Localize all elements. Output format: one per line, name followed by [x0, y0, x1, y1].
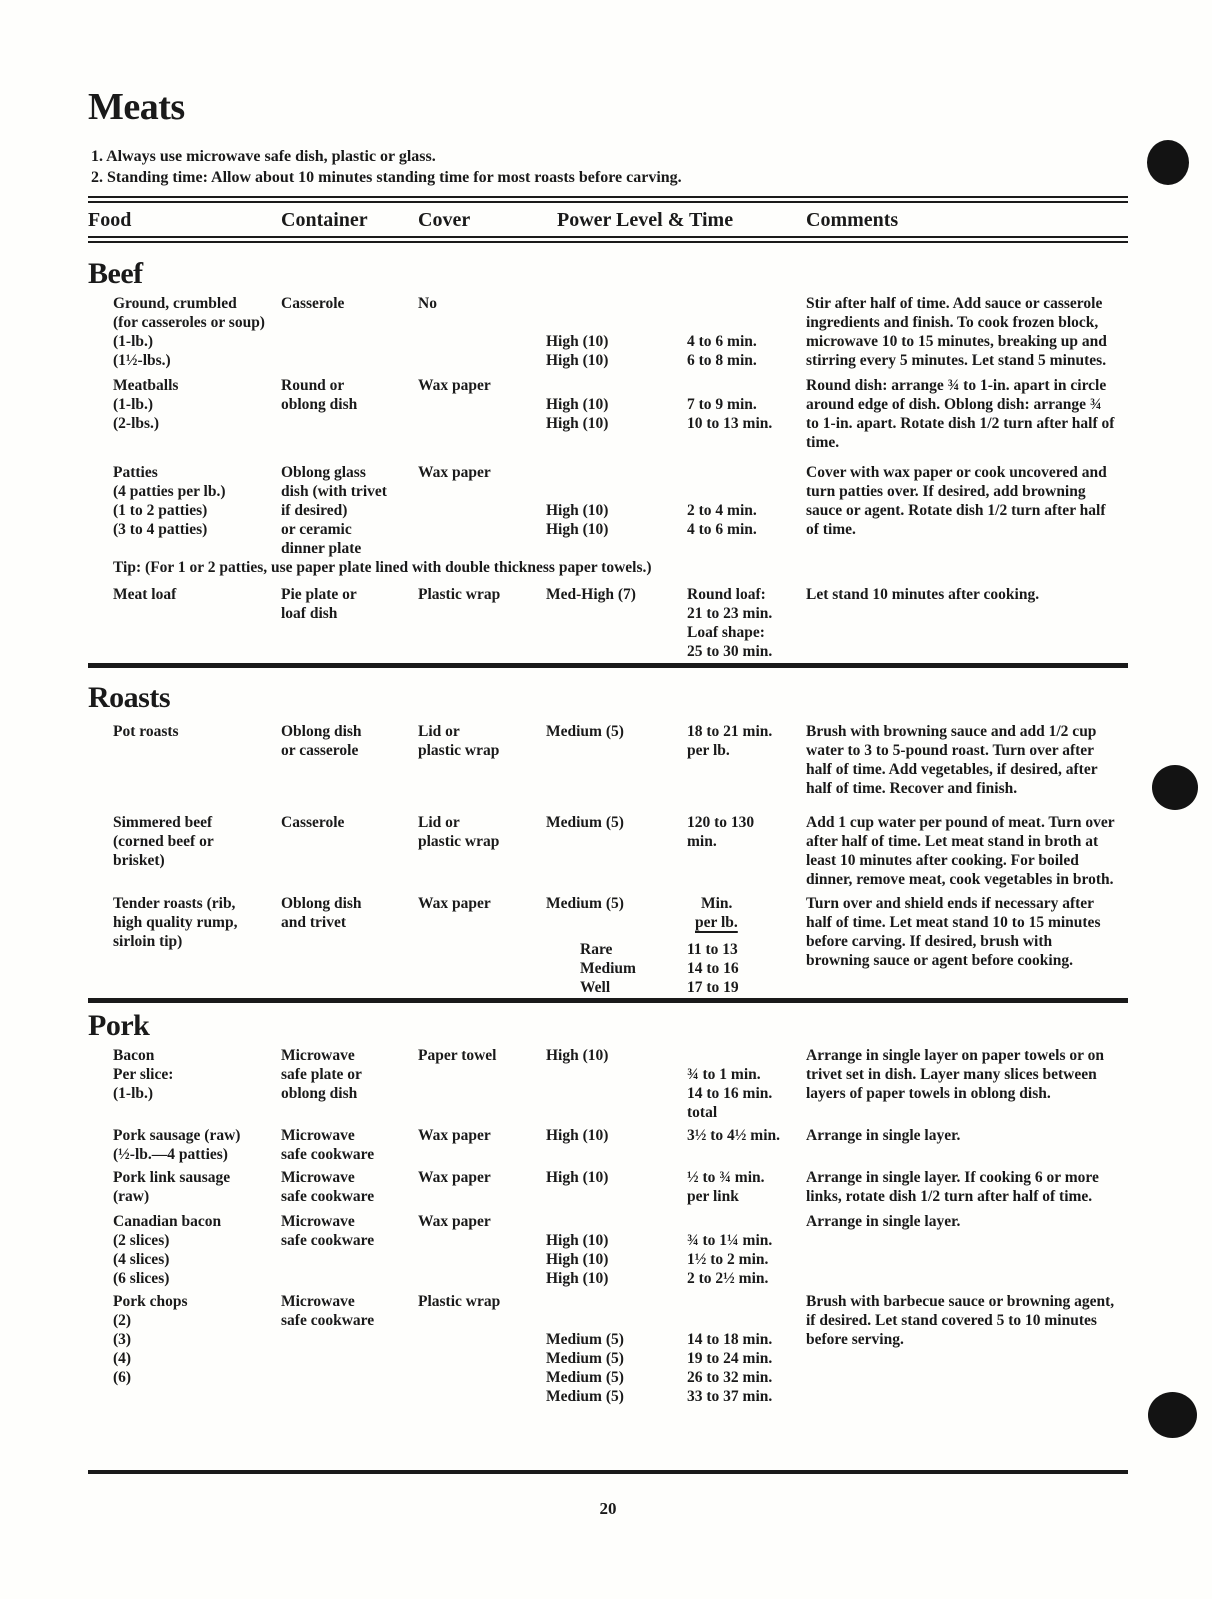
cell-line: 2 to 4 min.	[687, 502, 757, 519]
cell-line: high quality rump,	[113, 914, 238, 931]
cell-line: dish (with trivet	[281, 483, 387, 500]
column-header-cover: Cover	[418, 209, 471, 231]
cell-line: Wax paper	[418, 377, 491, 394]
cell-line: safe cookware	[281, 1312, 375, 1329]
table-row	[88, 894, 1128, 997]
food-cell	[88, 1046, 281, 1122]
cell-line: Round or	[281, 377, 345, 394]
table-row	[88, 1046, 1128, 1122]
cell-line	[546, 913, 687, 932]
cell-line: Medium (5)	[546, 1331, 624, 1348]
power-cell	[546, 1126, 687, 1164]
cell-line: High (10)	[546, 352, 609, 369]
cell-line: Min.	[701, 895, 733, 912]
cover-cell	[418, 1126, 546, 1164]
cover-cell	[418, 1212, 546, 1288]
power-cell	[546, 376, 687, 452]
comments-cell: Cover with wax paper or cook uncovered and turn patties over. If desired, add browning sauce or agent. Rotate dish 1/2 turn after half of time.	[806, 464, 1107, 538]
power-cell	[546, 1046, 687, 1122]
cell-line: Medium (5)	[546, 814, 624, 831]
cover-cell	[418, 1046, 546, 1122]
power-cell	[546, 894, 687, 997]
cell-line: (6)	[113, 1369, 132, 1386]
cell-line: per link	[687, 1188, 739, 1205]
cell-line: (2)	[113, 1312, 132, 1329]
cell-line	[546, 932, 687, 940]
cell-line: or casserole	[281, 742, 359, 759]
cell-line: Microwave	[281, 1213, 355, 1230]
cover-cell	[418, 585, 546, 661]
cell-line: Wax paper	[418, 1169, 491, 1186]
comments-cell: Add 1 cup water per pound of meat. Turn over after half of time. Let meat stand in broth at least 10 minutes after cooking. For boiled dinner, remove meat, cook vegetables in broth.	[806, 814, 1115, 888]
cell-line: safe cookware	[281, 1188, 375, 1205]
cell-line: brisket)	[113, 852, 165, 869]
section-rows-beef	[88, 294, 1128, 661]
cell-line: (1 to 2 patties)	[113, 502, 208, 519]
cell-line: Wax paper	[418, 895, 491, 912]
cell-line	[687, 932, 806, 940]
cell-line: Medium (5)	[546, 1350, 624, 1367]
comments-cell: Brush with barbecue sauce or browning agent, if desired. Let stand covered 5 to 10 minutes before serving.	[806, 1293, 1115, 1348]
cell-line: Casserole	[281, 814, 345, 831]
cell-line: Oblong dish	[281, 723, 362, 740]
cell-line: oblong dish	[281, 1085, 358, 1102]
cell-line: 19 to 24 min.	[687, 1350, 773, 1367]
power-cell	[546, 294, 687, 370]
page-bottom-rule	[88, 1470, 1128, 1474]
cell-line: 10 to 13 min.	[687, 415, 773, 432]
cell-line: oblong dish	[281, 396, 358, 413]
time-cell	[687, 463, 806, 558]
cell-line: Microwave	[281, 1293, 355, 1310]
power-cell	[546, 1292, 687, 1406]
cell-line: Pork link sausage	[113, 1169, 231, 1186]
cell-line: total	[687, 1104, 718, 1121]
time-cell	[687, 585, 806, 661]
cell-line: Medium (5)	[546, 1369, 624, 1386]
cell-line: Lid or	[418, 814, 460, 831]
cell-line	[546, 1292, 687, 1311]
comments-cell: Let stand 10 minutes after cooking.	[806, 586, 1040, 603]
comments-cell: Stir after half of time. Add sauce or casserole ingredients and finish. To cook frozen block, microwave 10 to 15 minutes, breaking up and stirring every 5 minutes. Let stand 5 minutes.	[806, 295, 1107, 369]
cell-line: 18 to 21 min.	[687, 723, 773, 740]
container-cell	[281, 1168, 418, 1206]
container-cell	[281, 722, 418, 798]
time-cell	[687, 1292, 806, 1406]
cell-line: Meatballs	[113, 377, 179, 394]
cell-line: (2-lbs.)	[113, 415, 160, 432]
food-cell	[88, 1212, 281, 1288]
cell-line: 14 to 16	[687, 960, 739, 977]
cell-line: Loaf shape:	[687, 624, 765, 641]
cell-line: 4 to 6 min.	[687, 333, 757, 350]
table-row	[88, 1168, 1128, 1206]
cell-line: Simmered beef	[113, 814, 213, 831]
cell-line: 14 to 16 min.	[687, 1085, 773, 1102]
cell-line: High (10)	[546, 1232, 609, 1249]
cell-line: min.	[687, 833, 717, 850]
section-divider-pork	[88, 998, 1128, 1003]
power-cell	[546, 813, 687, 889]
cell-line: or ceramic	[281, 521, 352, 538]
cell-line: (1-lb.)	[113, 396, 154, 413]
cell-line: High (10)	[546, 1169, 609, 1186]
cell-line: (6 slices)	[113, 1270, 170, 1287]
cell-line: Plastic wrap	[418, 586, 501, 603]
power-cell	[546, 1168, 687, 1206]
cell-line: Medium (5)	[546, 895, 624, 912]
scan-dot-middle	[1152, 765, 1198, 810]
cell-line: dinner plate	[281, 540, 362, 557]
cell-line: Meat loaf	[113, 586, 177, 603]
cell-line	[546, 376, 687, 395]
cell-line: Round loaf:	[687, 586, 766, 603]
cover-cell	[418, 722, 546, 798]
table-row	[88, 1126, 1128, 1164]
cell-line: Medium (5)	[546, 1388, 624, 1405]
page-number: 20	[599, 1499, 617, 1518]
cell-line: 2 to 2½ min.	[687, 1270, 769, 1287]
time-cell	[687, 722, 806, 798]
cell-line: ½ to ¾ min.	[687, 1169, 765, 1186]
cell-line: (4 slices)	[113, 1251, 170, 1268]
cell-line: plastic wrap	[418, 833, 500, 850]
cell-line: if desired)	[281, 502, 348, 519]
column-header-power-time: Power Level & Time	[557, 209, 734, 231]
food-cell	[88, 1168, 281, 1206]
cell-line	[687, 463, 806, 482]
cell-line: High (10)	[546, 1047, 609, 1064]
cell-line: safe cookware	[281, 1146, 375, 1163]
cell-line: High (10)	[546, 1127, 609, 1144]
cell-line: (1-lb.)	[113, 333, 154, 350]
cell-line: High (10)	[546, 521, 609, 538]
cell-line: loaf dish	[281, 605, 338, 622]
food-cell	[88, 1126, 281, 1164]
cell-line: (for casseroles or soup)	[113, 314, 265, 331]
cover-cell	[418, 463, 546, 558]
intro-note-2: 2. Standing time: Allow about 10 minutes standing time for most roasts before carving.	[91, 169, 682, 186]
cell-line: Pork chops	[113, 1293, 188, 1310]
cell-line: Plastic wrap	[418, 1293, 501, 1310]
cover-cell	[418, 1168, 546, 1206]
cell-line: 14 to 18 min.	[687, 1331, 773, 1348]
container-cell	[281, 294, 418, 370]
time-cell	[687, 1046, 806, 1122]
cell-line: 25 to 30 min.	[687, 643, 773, 660]
cell-line: 6 to 8 min.	[687, 352, 757, 369]
section-rows-pork	[88, 1046, 1128, 1406]
column-header-container: Container	[281, 209, 368, 231]
cell-line: Casserole	[281, 295, 345, 312]
table-row	[88, 1212, 1128, 1288]
comments-cell: Arrange in single layer on paper towels or on trivet set in dish. Layer many slices between layers of paper towels in oblong dish.	[806, 1047, 1104, 1102]
cell-line: High (10)	[546, 1270, 609, 1287]
section-heading-beef: Beef	[88, 257, 143, 290]
header-rule-top	[88, 196, 1128, 203]
time-cell	[687, 813, 806, 889]
section-pork	[88, 1010, 1128, 1406]
cell-line: Wax paper	[418, 1127, 491, 1144]
comments-cell: Turn over and shield ends if necessary after half of time. Let meat stand 10 to 15 minutes before carving. If desired, brush with browning sauce or agent before cooking.	[806, 895, 1101, 969]
cell-line: 26 to 32 min.	[687, 1369, 773, 1386]
cell-line	[546, 313, 687, 332]
cell-line: 33 to 37 min.	[687, 1388, 773, 1405]
cell-line: (2 slices)	[113, 1232, 170, 1249]
cell-line: Oblong dish	[281, 895, 362, 912]
intro-note-1: 1. Always use microwave safe dish, plastic or glass.	[91, 148, 436, 165]
cell-line: (3)	[113, 1331, 132, 1348]
cell-line	[687, 376, 806, 395]
container-cell	[281, 463, 418, 558]
cell-line: Canadian bacon	[113, 1213, 222, 1230]
cell-line	[687, 1212, 806, 1231]
cell-line: Med-High (7)	[546, 586, 636, 603]
power-cell	[546, 463, 687, 558]
column-header-comments: Comments	[806, 209, 899, 231]
cell-line: Well	[580, 979, 611, 996]
cover-cell	[418, 813, 546, 889]
table-row	[88, 376, 1128, 452]
section-divider-roasts	[88, 663, 1128, 668]
cell-line: 120 to 130	[687, 814, 755, 831]
cell-line	[546, 1311, 687, 1330]
cell-line: 3½ to 4½ min.	[687, 1127, 780, 1144]
cell-line: (4 patties per lb.)	[113, 483, 226, 500]
comments-cell: Brush with browning sauce and add 1/2 cup water to 3 to 5-pound roast. Turn over after half of time. Add vegetables, if desired, after half of time. Recover and finish.	[806, 723, 1098, 797]
container-cell	[281, 1292, 418, 1406]
cell-line: Pork sausage (raw)	[113, 1127, 241, 1144]
header-rule-bottom	[88, 236, 1128, 243]
table-row	[88, 722, 1128, 798]
section-rows-roasts	[88, 722, 1128, 997]
cell-line	[687, 1292, 806, 1311]
cell-line: plastic wrap	[418, 742, 500, 759]
table-row	[88, 294, 1128, 370]
cell-line: High (10)	[546, 396, 609, 413]
cell-line: Bacon	[113, 1047, 155, 1064]
table-row	[88, 813, 1128, 889]
food-cell	[88, 376, 281, 452]
food-cell	[88, 463, 281, 558]
cell-line: 21 to 23 min.	[687, 605, 773, 622]
scan-dot-top	[1147, 140, 1189, 185]
cell-line	[687, 1046, 806, 1065]
table-column-header	[88, 210, 1128, 231]
cell-line: Pot roasts	[113, 723, 179, 740]
cell-line: Wax paper	[418, 1213, 491, 1230]
cell-line: safe plate or	[281, 1066, 362, 1083]
section-heading-pork: Pork	[88, 1009, 150, 1042]
cell-line: Microwave	[281, 1127, 355, 1144]
container-cell	[281, 585, 418, 661]
cell-line: (½-lb.—4 patties)	[113, 1146, 228, 1163]
food-cell	[88, 585, 281, 661]
cell-line: per lb.	[695, 914, 738, 931]
page-title: Meats	[88, 86, 185, 128]
cell-line: Lid or	[418, 723, 460, 740]
cell-line: Pie plate or	[281, 586, 357, 603]
cell-line: Ground, crumbled	[113, 295, 237, 312]
cover-cell	[418, 1292, 546, 1406]
cell-line: sirloin tip)	[113, 933, 183, 950]
cell-line: safe cookware	[281, 1232, 375, 1249]
cell-line: Tender roasts (rib,	[113, 895, 236, 912]
tip-note	[88, 558, 1128, 577]
cell-line: Microwave	[281, 1169, 355, 1186]
cell-line: Oblong glass	[281, 464, 366, 481]
time-cell	[687, 1168, 806, 1206]
section-heading-roasts: Roasts	[88, 681, 171, 714]
cell-line	[687, 482, 806, 501]
cell-line: Microwave	[281, 1047, 355, 1064]
cell-line: ¾ to 1¼ min.	[687, 1232, 773, 1249]
time-cell	[687, 376, 806, 452]
cell-line: and trivet	[281, 914, 347, 931]
cell-line: Patties	[113, 464, 158, 481]
cell-line: (1-lb.)	[113, 1085, 154, 1102]
cell-line: High (10)	[546, 415, 609, 432]
cell-line: per lb.	[687, 742, 730, 759]
section-beef	[88, 258, 1128, 661]
cover-cell	[418, 376, 546, 452]
cell-line: (raw)	[113, 1188, 150, 1205]
tip-label: Tip:	[113, 559, 142, 576]
tip-text: (For 1 or 2 patties, use paper plate lined with double thickness paper towels.)	[141, 559, 652, 576]
container-cell	[281, 813, 418, 889]
cell-line: Medium	[580, 960, 636, 977]
container-cell	[281, 1046, 418, 1122]
cover-cell	[418, 294, 546, 370]
cell-line	[687, 294, 806, 313]
cell-line: High (10)	[546, 502, 609, 519]
food-cell	[88, 1292, 281, 1406]
cell-line: Wax paper	[418, 464, 491, 481]
time-cell	[687, 1212, 806, 1288]
cell-line: Paper towel	[418, 1047, 497, 1064]
food-cell	[88, 294, 281, 370]
cell-line: 4 to 6 min.	[687, 521, 757, 538]
comments-cell: Round dish: arrange ¾ to 1-in. apart in circle around edge of dish. Oblong dish: arrange ¾ to 1-in. apart. Rotate dish 1/2 turn after half of time.	[806, 377, 1115, 451]
cover-cell	[418, 894, 546, 997]
cell-line: Per slice:	[113, 1066, 174, 1083]
section-roasts	[88, 682, 1128, 997]
cell-line	[546, 294, 687, 313]
table-row	[88, 1292, 1128, 1406]
time-cell	[687, 894, 806, 997]
power-cell	[546, 722, 687, 798]
cell-line	[687, 313, 806, 332]
scan-dot-bottom	[1148, 1392, 1197, 1438]
cell-line: ¾ to 1 min.	[687, 1066, 761, 1083]
cell-line: No	[418, 295, 437, 312]
cell-line: High (10)	[546, 1251, 609, 1268]
power-cell	[546, 1212, 687, 1288]
table-row	[88, 585, 1128, 661]
cell-line: (4)	[113, 1350, 132, 1367]
table-row	[88, 463, 1128, 558]
food-cell	[88, 813, 281, 889]
cell-line	[546, 463, 687, 482]
cell-line: (3 to 4 patties)	[113, 521, 208, 538]
container-cell	[281, 894, 418, 997]
cell-line: 7 to 9 min.	[687, 396, 757, 413]
container-cell	[281, 1212, 418, 1288]
cell-line	[546, 1212, 687, 1231]
cell-line	[546, 482, 687, 501]
container-cell	[281, 376, 418, 452]
comments-cell: Arrange in single layer. If cooking 6 or more links, rotate dish 1/2 turn after half of time.	[806, 1169, 1099, 1205]
time-cell	[687, 1126, 806, 1164]
cell-line: 17 to 19	[687, 979, 739, 996]
column-header-food: Food	[88, 209, 132, 231]
cell-line: Medium (5)	[546, 723, 624, 740]
container-cell	[281, 1126, 418, 1164]
cell-line: 1½ to 2 min.	[687, 1251, 769, 1268]
cell-line: 11 to 13	[687, 941, 738, 958]
power-cell	[546, 585, 687, 661]
cell-line: Rare	[580, 941, 613, 958]
time-cell	[687, 294, 806, 370]
cell-line: (corned beef or	[113, 833, 214, 850]
cell-line	[687, 1311, 806, 1330]
food-cell	[88, 894, 281, 997]
cell-line: (1½-lbs.)	[113, 352, 171, 369]
comments-cell: Arrange in single layer.	[806, 1213, 961, 1230]
comments-cell: Arrange in single layer.	[806, 1127, 961, 1144]
cell-line: High (10)	[546, 333, 609, 350]
food-cell	[88, 722, 281, 798]
